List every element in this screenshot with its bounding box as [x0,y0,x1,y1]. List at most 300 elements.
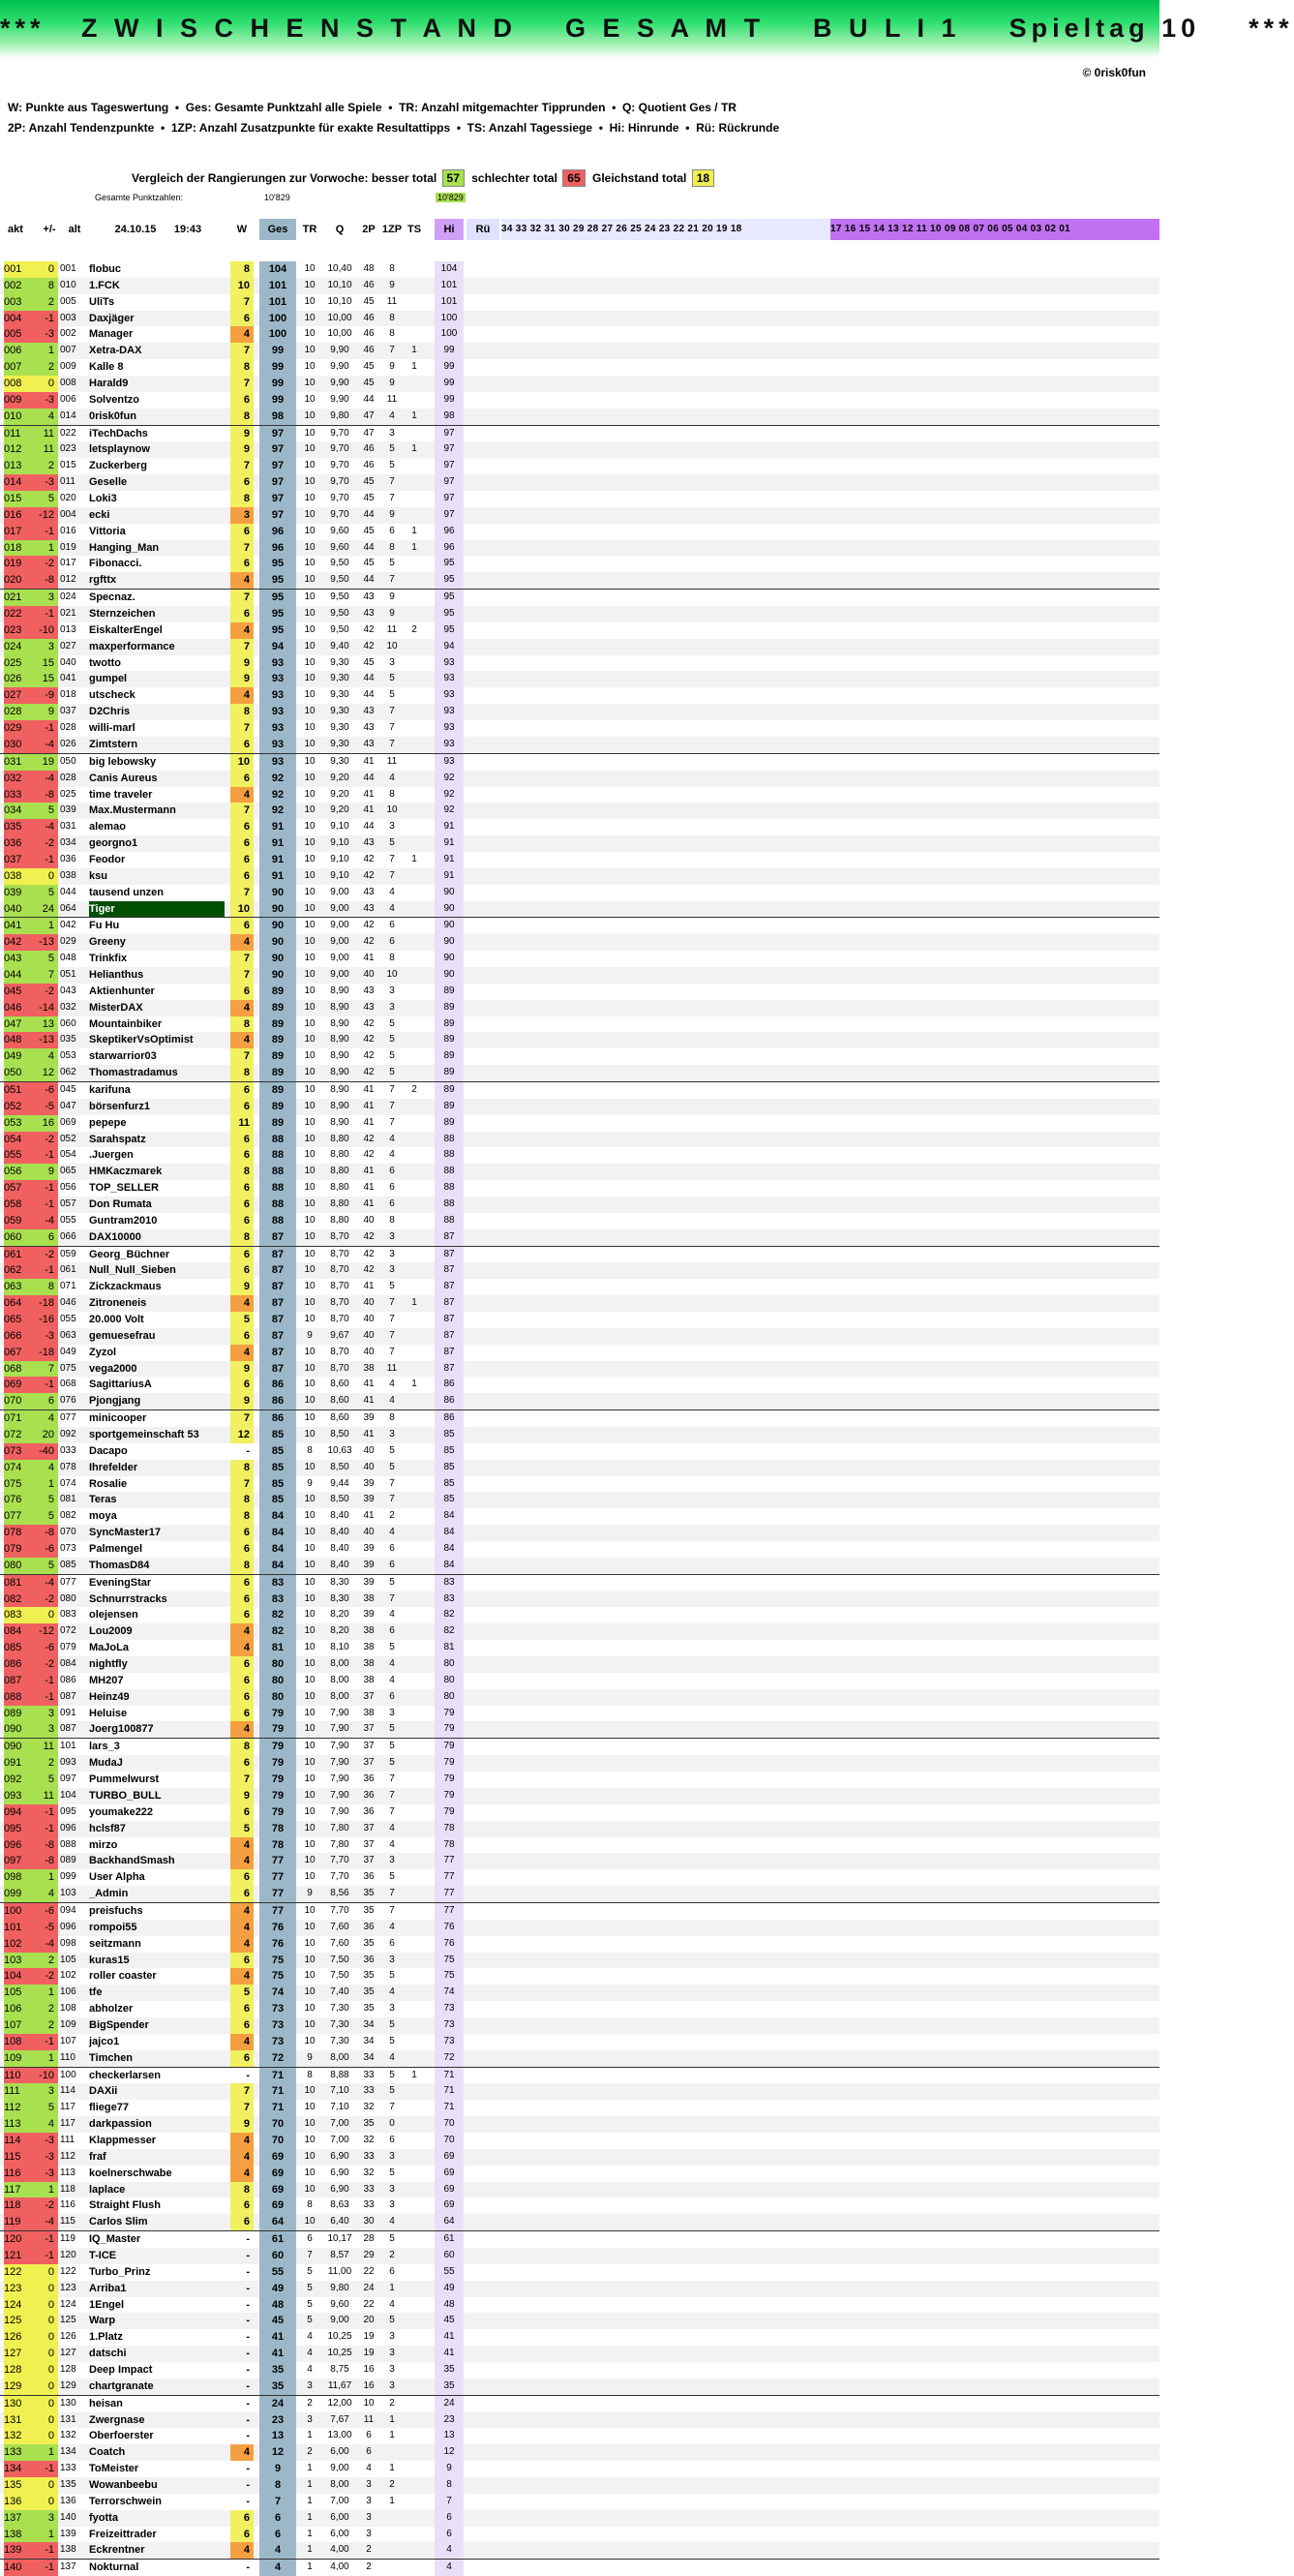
player-name: Carlos Slim [89,2216,148,2228]
table-row [0,2494,1159,2510]
day-points-cell: 4 [230,934,254,951]
tendency-points-cell: 35 [363,1970,375,1982]
rank-cell: 138 [4,2527,27,2543]
rank-cell: 092 [4,1772,27,1788]
day-wins-cell [405,1920,424,1936]
first-half-cell: 92 [435,787,464,803]
quotient-cell: 8,30 [330,1576,349,1588]
prev-rank-cell: 099 [60,1871,76,1883]
header-date: 24.10.15 [114,224,157,235]
first-half-cell: 12 [435,2444,464,2461]
first-half-cell: 73 [435,2034,464,2050]
table-row [0,1640,1159,1656]
player-name: tfe [89,1986,103,1999]
rank-cell: 051 [4,1082,27,1099]
quotient-cell: 7,90 [330,1723,349,1735]
rank-cell: 104 [4,1968,27,1985]
player-name: sportgemeinschaft 53 [89,1429,199,1441]
day-wins-cell [405,2231,424,2248]
rank-cell: 032 [4,771,27,787]
rounds-cell: 10 [304,1690,316,1702]
first-half-cell: 100 [435,326,464,343]
rounds-cell: 10 [304,493,316,504]
quotient-cell: 8,90 [330,1100,349,1111]
day-points-cell: 6 [230,1197,254,1213]
first-half-cell: 93 [435,687,464,704]
quotient-cell: 10,00 [327,312,352,323]
first-half-cell: 87 [435,1345,464,1361]
rounds-cell: 4 [307,2331,313,2343]
total-points-cell: 90 [259,951,296,967]
day-points-cell: 6 [230,606,254,622]
total-points-cell: 91 [259,852,296,868]
exact-points-cell: 11 [386,393,398,405]
day-points-cell: 6 [230,1673,254,1689]
day-points-cell: - [246,2379,250,2392]
day-wins-cell [405,1541,424,1558]
table-row [0,1788,1159,1804]
day-points-cell: 6 [230,1706,254,1722]
day-wins-cell [405,1115,424,1132]
first-half-cell: 55 [435,2264,464,2281]
change-cell: -16 [27,1312,58,1328]
exact-points-cell: 1 [389,2430,395,2441]
prev-rank-cell: 096 [60,1921,76,1932]
day-wins-cell [405,1247,424,1263]
exact-points-cell [381,2527,403,2543]
change-cell: -3 [27,2166,58,2182]
rounds-cell: 10 [304,738,316,749]
quotient-cell: 7,80 [330,1838,349,1850]
total-points-cell: 79 [259,1788,296,1804]
change-cell: -1 [27,720,58,737]
rank-cell: 010 [4,409,27,425]
player-name: Solventzo [89,393,139,406]
prev-rank-cell: 098 [60,1937,76,1949]
change-cell: -2 [27,835,58,852]
quotient-cell: 7,10 [330,2085,349,2097]
player-name: Palmengel [89,1543,143,1556]
day-wins-cell [405,687,424,704]
rounds-cell: 10 [304,460,316,471]
total-points-cell: 88 [259,1213,296,1229]
exact-points-cell: 6 [389,1690,395,1702]
exact-points-cell: 7 [389,738,395,749]
table-row [0,1115,1159,1132]
day-points-cell: 6 [230,1147,254,1164]
exact-points-cell: 4 [389,1609,395,1621]
day-points-cell: 7 [230,294,254,311]
rounds-cell: 10 [304,1214,316,1226]
table-row [0,2395,1159,2412]
rank-cell: 081 [4,1575,27,1591]
change-cell: 15 [27,671,58,687]
header-1zp: 1ZP [381,224,403,235]
prev-rank-cell: 130 [60,2397,76,2409]
rounds-cell: 10 [304,608,316,620]
tendency-points-cell: 45 [363,558,375,569]
table-row [0,524,1159,540]
day-wins-cell [405,1197,424,1213]
quotient-cell: 8,90 [330,1067,349,1078]
day-wins-cell [405,2542,424,2559]
quotient-cell: 8,50 [330,1429,349,1440]
day-points-cell: - [246,2495,250,2507]
quotient-cell: 9,60 [330,525,349,536]
rank-cell: 127 [4,2346,27,2362]
tendency-points-cell: 33 [363,2069,375,2080]
rounds-cell: 8 [307,2199,313,2211]
first-half-cell: 70 [435,2133,464,2149]
day-points-cell: 4 [230,1920,254,1936]
rank-cell: 056 [4,1164,27,1180]
day-points-cell: 4 [230,1000,254,1016]
day-points-cell: 8 [230,2182,254,2198]
rank-cell: 050 [4,1065,27,1081]
rank-cell: 087 [4,1673,27,1689]
exact-points-cell: 5 [389,2035,395,2046]
player-name: MisterDAX [89,1001,143,1014]
player-name: .Juergen [89,1149,134,1162]
table-row [0,1853,1159,1869]
quotient-cell: 10,00 [327,328,352,340]
quotient-cell: 7,50 [330,1970,349,1982]
tendency-points-cell: 41 [363,1166,375,1177]
rounds-cell: 6 [307,2233,313,2245]
prev-rank-cell: 064 [60,902,76,914]
first-half-cell: 91 [435,852,464,868]
total-points-cell: 83 [259,1575,296,1591]
day-wins-cell [405,426,424,442]
prev-rank-cell: 116 [60,2199,75,2211]
player-name: TURBO_BULL [89,1789,162,1802]
table-row [0,1902,1159,1920]
table-row [0,1393,1159,1409]
prev-rank-cell: 044 [60,886,76,897]
table-row [0,2182,1159,2198]
first-half-cell: 97 [435,458,464,474]
prev-rank-cell: 021 [60,608,76,620]
exact-points-cell: 7 [389,1346,395,1357]
day-wins-cell [405,2412,424,2429]
rounds-cell: 10 [304,1133,316,1144]
quotient-cell: 7,80 [330,1822,349,1834]
change-cell: 4 [27,1460,58,1476]
tendency-points-cell: 38 [363,1592,375,1604]
change-cell: 0 [27,2396,58,2412]
rank-cell: 134 [4,2461,27,2477]
table-row [0,1869,1159,1886]
first-half-cell: 86 [435,1377,464,1393]
prev-rank-cell: 026 [60,738,76,749]
rounds-cell: 10 [304,755,316,767]
table-row [0,1706,1159,1722]
quotient-cell: 7,00 [330,2495,349,2506]
player-name: Greeny [89,936,126,949]
exact-points-cell: 2 [389,1510,395,1522]
day-points-cell: 11 [230,1115,254,1132]
rank-cell: 125 [4,2313,27,2329]
tendency-points-cell: 42 [363,1149,375,1161]
prev-rank-cell: 123 [60,2282,76,2293]
rank-cell: 062 [4,1262,27,1279]
rank-cell: 101 [4,1920,27,1936]
rounds-cell: 10 [304,623,316,635]
table-row [0,737,1159,753]
prev-rank-cell: 083 [60,1609,76,1621]
prev-rank-cell: 117 [60,2102,75,2113]
rank-cell: 112 [4,2100,27,2116]
rank-cell: 031 [4,754,27,771]
tendency-points-cell: 3 [366,2511,372,2523]
first-half-cell: 75 [435,1953,464,1969]
exact-points-cell: 4 [389,772,395,783]
total-points-cell: 87 [259,1328,296,1345]
total-points-cell: 85 [259,1492,296,1508]
quotient-cell: 6,90 [330,2167,349,2178]
exact-points-cell: 10 [386,804,398,816]
quotient-cell: 9,44 [330,1477,349,1489]
rank-cell: 108 [4,2034,27,2050]
change-cell: -1 [27,1197,58,1213]
player-name: Harald9 [89,378,129,390]
prev-rank-cell: 104 [60,1789,76,1801]
day-wins-cell [405,606,424,622]
rounds-cell: 10 [304,1527,316,1538]
table-row [0,720,1159,737]
rounds-cell: 10 [304,853,316,864]
quotient-cell: 9,00 [330,2463,349,2474]
total-points-cell: 73 [259,2034,296,2050]
quotient-cell: 8,57 [330,2249,349,2260]
first-half-cell: 99 [435,359,464,376]
rounds-cell: 10 [304,1182,316,1194]
prev-rank-cell: 035 [60,1034,76,1046]
rank-cell: 063 [4,1279,27,1295]
page-title: *** Z W I S C H E N S T A N D G E S A M T B U L I 1 Spieltag 10 *** [0,14,1294,43]
change-cell: -14 [27,1000,58,1016]
prev-rank-cell: 062 [60,1067,76,1078]
change-cell: 3 [27,1721,58,1738]
change-cell: 16 [27,1115,58,1132]
tendency-points-cell: 41 [363,1281,375,1292]
tendency-points-cell: 39 [363,1477,375,1489]
day-points-cell: 7 [230,590,254,606]
day-points-cell: 7 [230,720,254,737]
total-points-cell: 77 [259,1886,296,1902]
quotient-cell: 10,25 [327,2331,352,2343]
change-cell: 7 [27,1361,58,1378]
quotient-cell: 7,90 [330,1707,349,1718]
day-wins-cell [405,1262,424,1279]
day-points-cell: 9 [230,2116,254,2133]
exact-points-cell: 5 [389,1444,395,1456]
exact-points-cell: 7 [389,1904,395,1916]
prev-rank-cell: 041 [60,673,76,684]
first-half-cell: 83 [435,1591,464,1608]
rounds-cell: 10 [304,804,316,816]
change-cell: 3 [27,1706,58,1722]
day-points-cell: 6 [230,918,254,934]
day-wins-cell [405,1345,424,1361]
rounds-cell: 10 [304,591,316,603]
table-row [0,984,1159,1000]
tendency-points-cell: 36 [363,1871,375,1883]
change-cell: 0 [27,376,58,392]
header-akt: akt [8,224,23,235]
exact-points-cell: 5 [389,1642,395,1653]
day-wins-cell [405,1132,424,1148]
change-cell: -1 [27,2248,58,2264]
player-name: Xetra-DAX [89,345,142,357]
day-points-cell: 7 [230,2100,254,2116]
first-half-cell: 41 [435,2329,464,2346]
table-row [0,606,1159,622]
change-cell: 0 [27,2379,58,2395]
header-ts: TS [406,224,422,235]
player-name: IQ_Master [89,2233,141,2246]
day-points-cell: 9 [230,1279,254,1295]
exact-points-cell: 3 [389,1001,395,1013]
day-points-cell: 6 [230,1869,254,1886]
player-name: lars_3 [89,1741,120,1753]
table-row [0,2067,1159,2084]
exact-points-cell: 5 [389,2018,395,2030]
points-hi-total: 10'829 [437,193,464,202]
rank-cell: 110 [4,2068,27,2084]
player-name: nightfly [89,1658,128,1671]
table-row [0,1197,1159,1213]
prev-rank-cell: 039 [60,804,76,816]
player-name: Mountainbiker [89,1017,163,1030]
rounds-cell: 10 [304,1757,316,1769]
rank-cell: 079 [4,1541,27,1558]
day-wins-cell [405,2149,424,2166]
total-points-cell: 93 [259,737,296,753]
player-name: twotto [89,656,121,669]
table-row [0,1525,1159,1541]
rank-cell: 103 [4,1953,27,1969]
rounds-cell: 10 [304,1297,316,1309]
quotient-cell: 7,00 [330,2118,349,2130]
exact-points-cell: 4 [389,409,395,421]
header-hi: Hi [435,219,464,240]
exact-points-cell: 5 [389,1576,395,1588]
day-points-cell: 6 [230,1575,254,1591]
prev-rank-cell: 122 [60,2265,76,2277]
change-cell: -4 [27,2214,58,2230]
player-name: karifuna [89,1083,131,1096]
quotient-cell: 9,50 [330,574,349,586]
table-row [0,1132,1159,1148]
player-name: fyotta [89,2511,118,2524]
day-wins-cell [405,704,424,720]
prev-rank-cell: 139 [60,2528,76,2539]
player-name: Specnaz. [89,591,135,604]
prev-rank-cell: 079 [60,1642,76,1653]
change-cell: 20 [27,1427,58,1443]
quotient-cell: 8,90 [330,1116,349,1128]
day-wins-cell [405,2166,424,2182]
rank-cell: 086 [4,1656,27,1673]
total-points-cell: 95 [259,572,296,589]
quotient-cell: 8,20 [330,1625,349,1637]
rank-cell: 071 [4,1410,27,1427]
day-points-cell: 4 [230,572,254,589]
prev-rank-cell: 042 [60,920,76,931]
rounds-cell: 1 [307,2479,313,2491]
total-points-cell: 85 [259,1427,296,1443]
day-points-cell: 6 [230,1328,254,1345]
quotient-cell: 6,00 [330,2446,349,2458]
quotient-cell: 10,63 [327,1444,352,1456]
tendency-points-cell: 41 [363,755,375,767]
day-points-cell: 6 [230,984,254,1000]
prev-rank-cell: 085 [60,1559,76,1570]
quotient-cell: 7,90 [330,1805,349,1817]
change-cell: 2 [27,2001,58,2017]
rank-cell: 078 [4,1525,27,1541]
day-points-cell: - [246,2233,250,2246]
rank-cell: 065 [4,1312,27,1328]
first-half-cell: 83 [435,1575,464,1591]
day-wins-cell [405,1673,424,1689]
day-wins-cell [405,2494,424,2510]
tendency-points-cell: 40 [363,1346,375,1357]
quotient-cell: 8,90 [330,1050,349,1062]
rank-cell: 030 [4,737,27,753]
day-wins-cell [405,2116,424,2133]
tendency-points-cell: 41 [363,1395,375,1407]
tendency-points-cell: 42 [363,1133,375,1144]
change-cell: -8 [27,787,58,803]
prev-rank-cell: 092 [60,1429,76,1440]
total-points-cell: 99 [259,376,296,392]
day-wins-cell [405,1443,424,1460]
prev-rank-cell: 050 [60,755,76,767]
day-points-cell: 6 [230,737,254,753]
tendency-points-cell: 37 [363,1723,375,1735]
total-points-cell: 85 [259,1476,296,1493]
first-half-cell: 100 [435,311,464,327]
day-wins-cell [405,2133,424,2149]
exact-points-cell: 2 [389,2479,395,2491]
day-points-cell: 6 [230,1247,254,1263]
exact-points-cell: 4 [389,1379,395,1390]
quotient-cell: 9,30 [330,689,349,701]
quotient-cell: 9,67 [330,1329,349,1341]
day-wins-cell [405,1772,424,1788]
tendency-points-cell: 38 [363,1707,375,1718]
exact-points-cell: 1 [389,2413,395,2425]
quotient-cell: 8,70 [330,1264,349,1276]
player-name: hclsf87 [89,1822,126,1834]
rank-cell: 100 [4,1903,27,1920]
table-row [0,458,1159,474]
change-cell: -1 [27,2034,58,2050]
day-points-cell: 4 [230,2444,254,2461]
change-cell: -1 [27,1377,58,1393]
exact-points-cell: 2 [389,2249,395,2260]
quotient-cell: 9,60 [330,541,349,553]
change-cell: -8 [27,572,58,589]
change-cell: -3 [27,474,58,491]
day-points-cell: 6 [230,1656,254,1673]
rank-cell: 021 [4,590,27,606]
day-points-cell: 6 [230,524,254,540]
change-cell: 4 [27,1048,58,1065]
quotient-cell: 9,50 [330,608,349,620]
